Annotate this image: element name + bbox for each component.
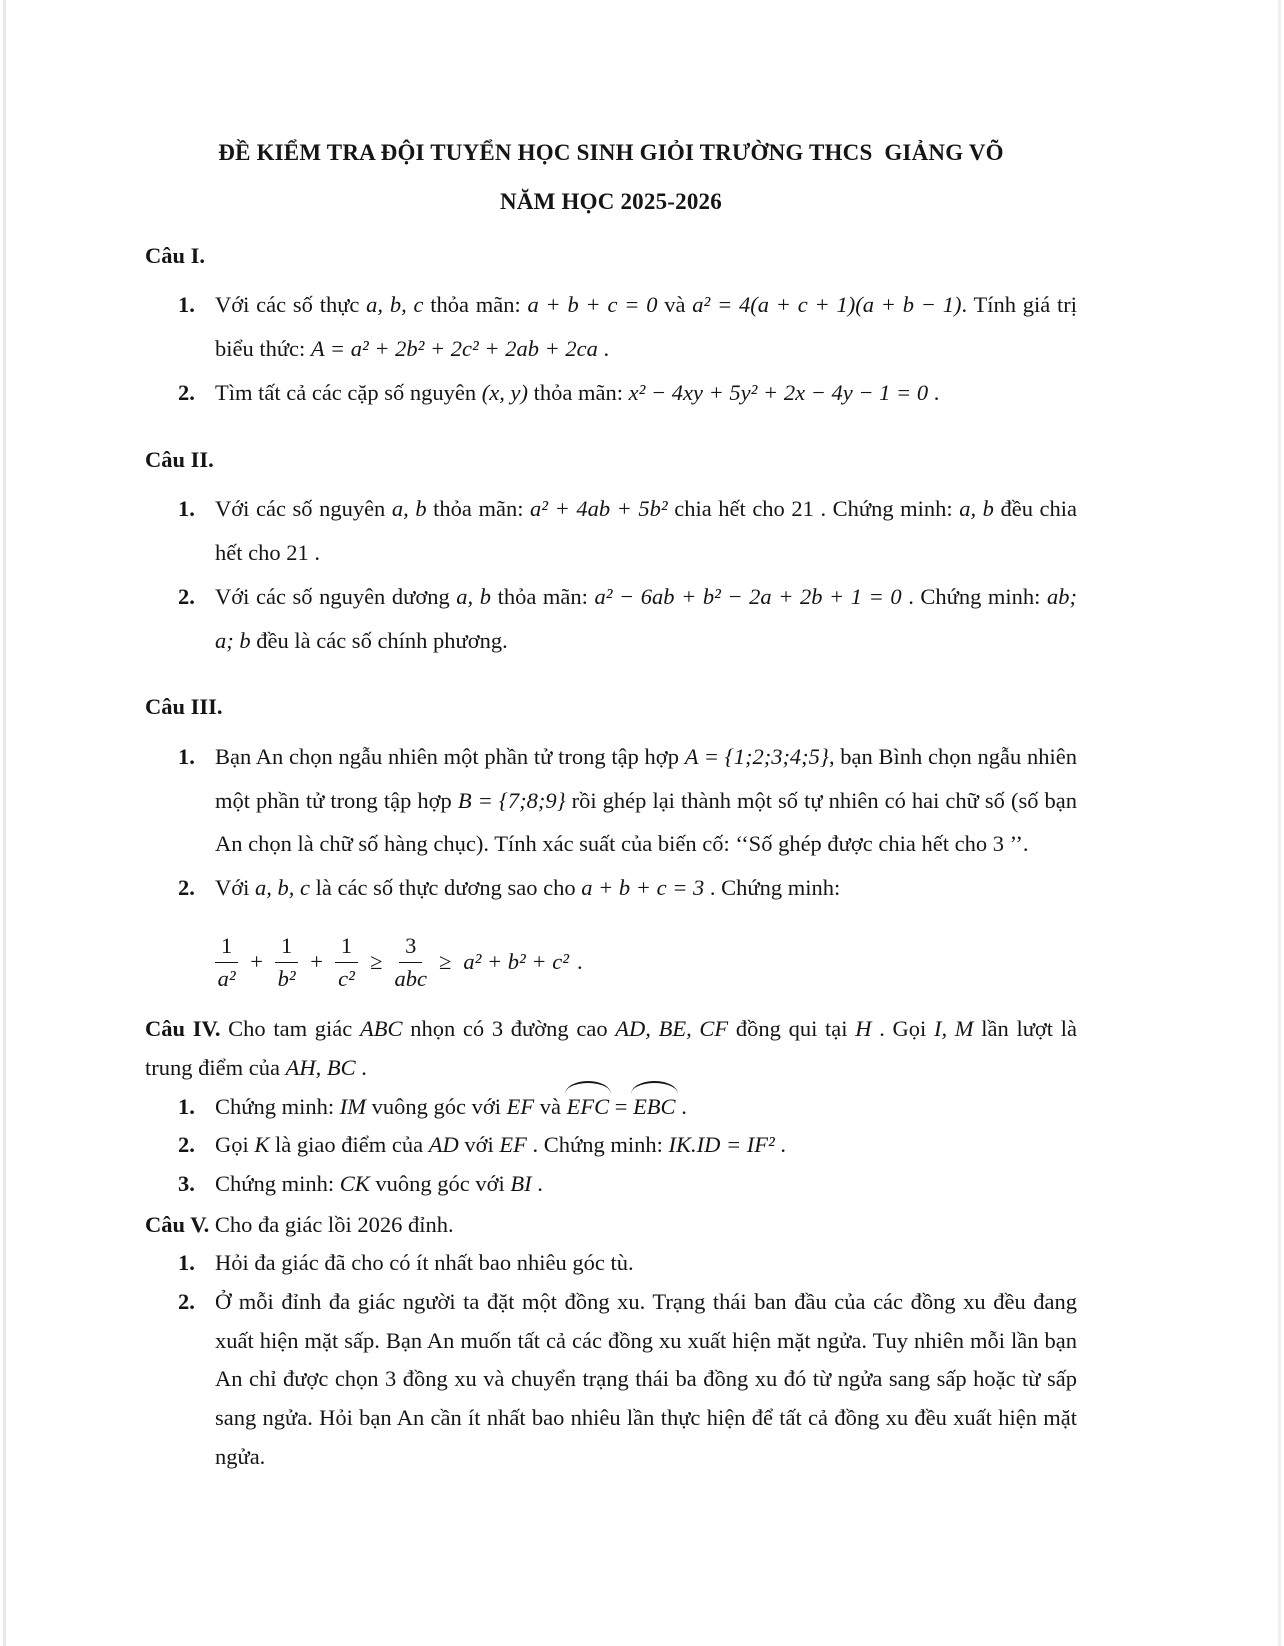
item-text: Tìm tất cả các cặp số nguyên (x, y) thỏa mãn: x² − 4xy + 5y² + 2x − 4y − 1 = 0 . (215, 379, 940, 405)
item-text: Chứng minh: CK vuông góc với BI . (215, 1170, 543, 1196)
inequality-formula: $\frac{1}{\text{a²}}$ + $\frac{1}{\text{b²}}$ + $\frac{1}{\text{c²}}$ ≥ $\frac{3}{\text{abc}}$ ≥ a² + b² + c² . (145, 920, 1077, 1004)
item-number: 2. (178, 583, 195, 609)
item-number: 1. (178, 1250, 195, 1276)
section-5-items (145, 1244, 1077, 1476)
item-text: Hỏi đa giác đã cho có ít nhất bao nhiêu góc tù. (215, 1250, 634, 1276)
item-text: Với các số nguyên a, b thỏa mãn: a² + 4ab + 5b² chia hết cho 21 . Chứng minh: a, b đều chia hết cho 21 . (215, 495, 1078, 565)
item-text: Chứng minh: IM vuông góc với EF và EFC = EBC . (215, 1094, 687, 1119)
item-number: 1. (178, 1093, 195, 1119)
section-5-item-1 (145, 1244, 1077, 1283)
section-2-item-2 (145, 575, 1077, 663)
item-text: Với các số thực a, b, c thỏa mãn: a + b + c = 0 và a² = 4(a + c + 1)(a + b − 1). Tính giá trị biểu thức: A = a² + 2b² + 2c² + 2ab + 2ca . (215, 292, 1077, 361)
section-3-items (145, 735, 1077, 1005)
item-text: Với các số nguyên dương a, b thỏa mãn: a² − 6ab + b² − 2a + 2b + 1 = 0 . Chứng minh: ab; a; b đều là các số chính phương. (215, 583, 1077, 653)
item-number: 2. (178, 1132, 195, 1158)
section-4-items (145, 1088, 1077, 1204)
exam-title-line-2: NĂM HỌC 2025-2026 (500, 188, 722, 214)
item-number: 1. (178, 292, 195, 318)
section-heading-cau-3: Câu III. (145, 694, 223, 720)
item-text: Ở mỗi đỉnh đa giác người ta đặt một đồng xu. Trạng thái ban đầu của các đồng xu đều đang xuất hiện mặt sấp. Bạn An muốn tất cả các đồng xu xuất hiện mặt ngửa. Tuy nhiên mỗi lần bạn An chỉ được chọn 3 đồng xu và chuyển trạng thái ba đồng xu đó từ ngửa sang sấp hoặc từ sấp sang ngửa. Hỏi bạn An cần ít nhất bao nhiêu lần thực hiện để tất cả đồng xu đều xuất hiện mặt ngửa. (215, 1288, 1077, 1469)
item-number: 1. (178, 743, 195, 769)
section-heading-cau-2: Câu II. (145, 446, 214, 472)
item-text: Bạn An chọn ngẫu nhiên một phần tử trong tập hợp A = {1;2;3;4;5}, bạn Bình chọn ngẫu nhiên một phần tử trong tập hợp B = {7;8;9} rồi ghép lại thành một số tự nhiên có hai chữ số (số bạn An chọn là chữ số hàng chục). Tính xác suất của biến cố: ‘‘Số ghép được chia hết cho 3 ’’. (215, 743, 1077, 857)
item-number: 2. (178, 379, 195, 405)
item-number: 1. (178, 495, 195, 521)
section-heading-cau-1: Câu I. (145, 242, 206, 268)
section-4-item-2 (145, 1126, 1077, 1165)
section-5-intro: Câu V. Cho đa giác lồi 2026 đỉnh. (145, 1211, 454, 1237)
section-1-item-2 (145, 371, 1077, 415)
section-1-items (145, 283, 1077, 415)
item-number: 3. (178, 1170, 195, 1196)
page-edge-right (1278, 0, 1281, 1646)
section-3-item-1 (145, 735, 1077, 867)
section-4-intro: Câu IV. Cho tam giác ABC nhọn có 3 đường cao AD, BE, CF đồng qui tại H . Gọi I, M lần lượt là trung điểm của AH, BC . (145, 1016, 1077, 1080)
exam-title-line-1: ĐỀ KIỂM TRA ĐỘI TUYỂN HỌC SINH GIỎI TRƯỜNG THCS GIẢNG VÕ (218, 140, 1004, 165)
section-2-item-1 (145, 487, 1077, 575)
section-2-items (145, 487, 1077, 663)
item-number: 2. (178, 1288, 195, 1314)
section-3-item-2 (145, 866, 1077, 910)
section-1-item-1 (145, 283, 1077, 371)
item-number: 2. (178, 875, 195, 901)
page-edge-left (3, 0, 6, 1646)
section-5-item-2 (145, 1283, 1077, 1476)
section-4-item-1 (145, 1088, 1077, 1127)
exam-content (145, 138, 1077, 1478)
item-text: Với a, b, c là các số thực dương sao cho a + b + c = 3 . Chứng minh: (215, 875, 841, 901)
section-4-item-3 (145, 1165, 1077, 1204)
item-text: Gọi K là giao điểm của AD với EF . Chứng minh: IK.ID = IF² . (215, 1132, 787, 1158)
